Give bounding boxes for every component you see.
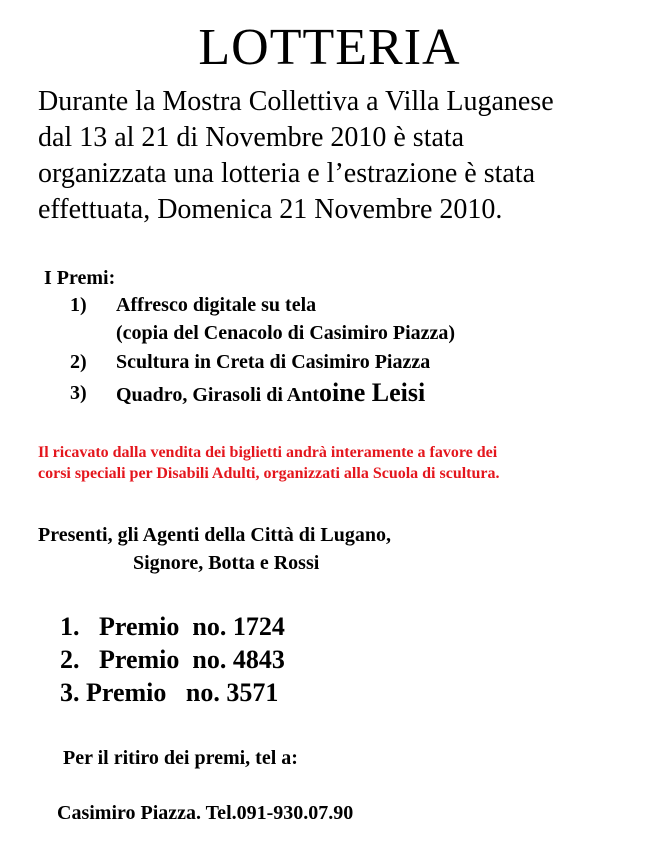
note-line-1: Il ricavato dalla vendita dei biglietti andrà interamente a favore dei [38, 444, 498, 461]
prize-subtext: (copia del Cenacolo di Casimiro Piazza) [116, 322, 456, 344]
note-line-2: corsi speciali per Disabili Adulti, organizzati alla Scuola di scultura. [38, 465, 500, 482]
prizes-heading: I Premi: [44, 267, 116, 289]
prize-number: 2) [70, 351, 87, 373]
page-title: LOTTERIA [198, 19, 461, 76]
prize-text: Affresco digitale su tela [116, 294, 317, 316]
contact-line: Casimiro Piazza. Tel.091-930.07.90 [57, 802, 354, 824]
winner-line-3: 3. Premio no. 3571 [60, 678, 279, 707]
prize-number: 3) [70, 382, 87, 404]
agents-line-1: Presenti, gli Agenti della Città di Lugano, [38, 524, 391, 546]
intro-line-3: organizzata una lotteria e l’estrazione è stata [38, 158, 535, 189]
intro-line-2: dal 13 al 21 di Novembre 2010 è stata [38, 122, 465, 153]
prize-text [116, 380, 425, 408]
agents-line-2: Signore, Botta e Rossi [133, 552, 320, 574]
prize-text: Scultura in Creta di Casimiro Piazza [116, 351, 431, 373]
winner-line-2: 2. Premio no. 4843 [60, 645, 285, 674]
prize-text-part-large: oine Leisi [319, 378, 426, 407]
winner-line-1: 1. Premio no. 1724 [60, 612, 285, 641]
intro-line-1: Durante la Mostra Collettiva a Villa Luganese [38, 86, 554, 117]
prize-number: 1) [70, 294, 87, 316]
prize-text-part: Quadro, Girasoli di Ant [116, 384, 320, 406]
contact-intro: Per il ritiro dei premi, tel a: [63, 747, 298, 769]
intro-line-4: effettuata, Domenica 21 Novembre 2010. [38, 194, 503, 225]
